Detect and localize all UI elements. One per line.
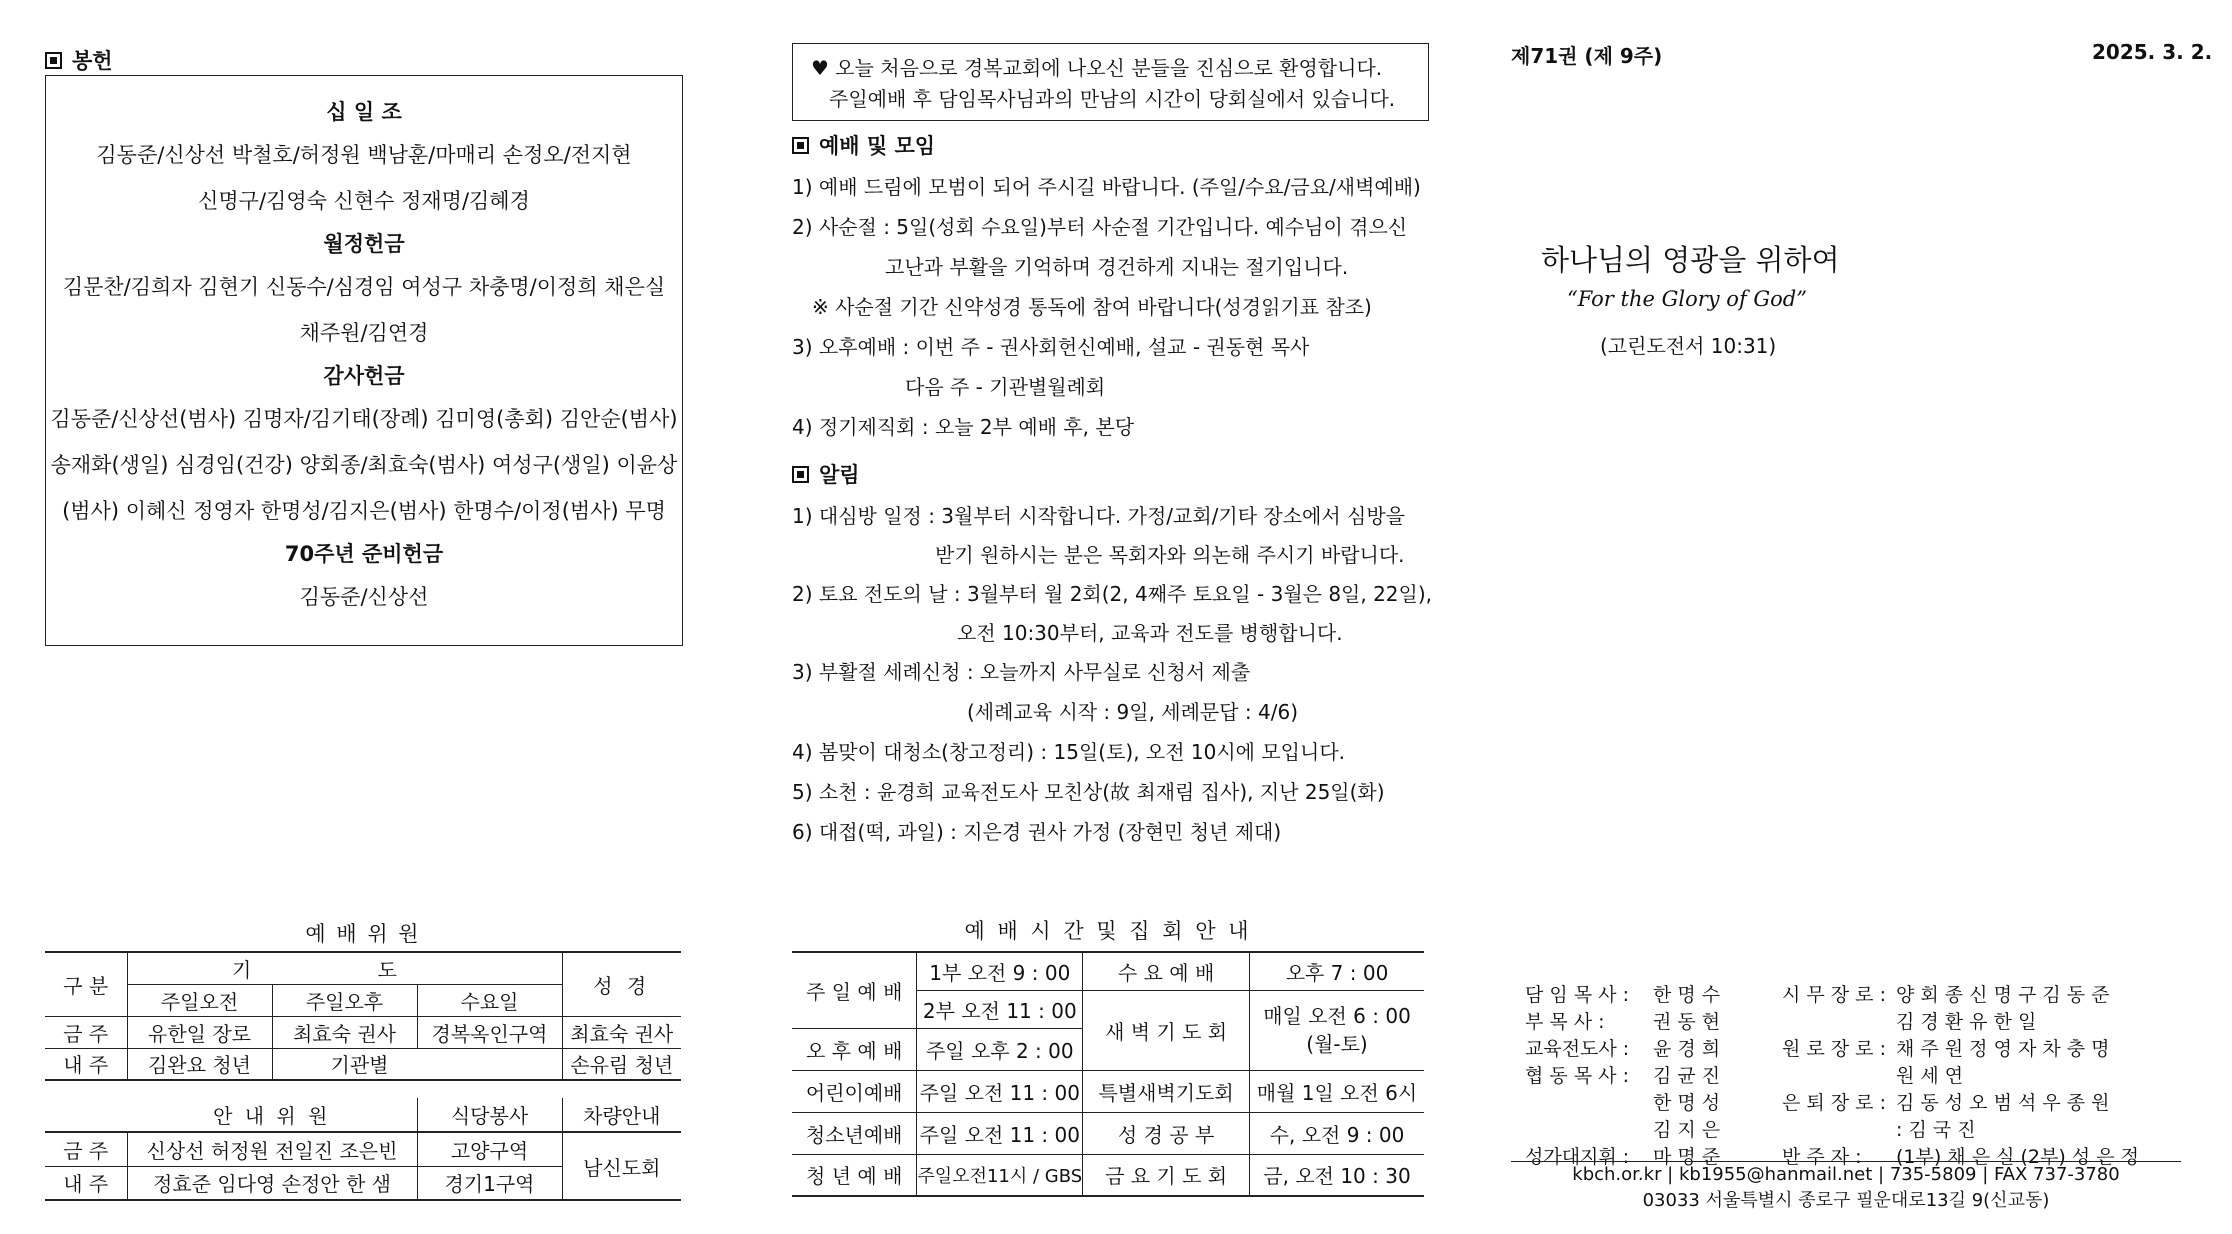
notice-item: (세례교육 시작 : 9일, 세례문답 : 4/6) — [967, 700, 1299, 724]
table-row — [1782, 1088, 2139, 1115]
table-row — [792, 952, 1424, 990]
schedule-name: 주 일 예 배 — [792, 952, 917, 1028]
table-row — [1525, 980, 1720, 1007]
schedule-time: 1부 오전 9 : 00 — [917, 952, 1083, 990]
heart-icon: ♥ — [811, 56, 829, 80]
committee-h-sun-pm: 주일오후 — [272, 984, 417, 1016]
monthly-line: 김문찬/김희자 김현기 신동수/심경임 여성구 차충명/이정희 채은실 — [62, 275, 666, 299]
worship-section-label: 예배 및 모임 — [819, 134, 936, 158]
schedule-time: 주일 오후 2 : 00 — [917, 1028, 1083, 1070]
schedule-time: 매월 1일 오전 6시 — [1250, 1070, 1425, 1112]
committee-sun-am: 유한일 장로 — [127, 1016, 272, 1048]
staff-role — [1525, 1115, 1653, 1142]
guide-table — [45, 1098, 681, 1201]
address-line: 03033 서울특별시 종로구 필운대로13길 9(신교동) — [1642, 1190, 2050, 1211]
schedule-name: 새 벽 기 도 회 — [1083, 990, 1250, 1070]
staff-role: 원 로 장 로 : — [1782, 1038, 1886, 1060]
staff-role: 부 목 사 : — [1525, 1011, 1605, 1033]
square-bullet-icon — [45, 52, 62, 69]
committee-title: 예 배 위 원 — [305, 922, 421, 946]
welcome-line: 오늘 처음으로 경복교회에 나오신 분들을 진심으로 환영합니다. — [835, 56, 1383, 80]
notice-item: 6) 대접(떡, 과일) : 지은경 권사 가정 (장현민 청년 제대) — [792, 820, 1282, 844]
schedule-name: 금 요 기 도 회 — [1083, 1154, 1250, 1196]
schedule-time: 주일 오전 11 : 00 — [917, 1112, 1083, 1154]
committee-week: 내 주 — [45, 1048, 127, 1080]
staff-right-table — [1782, 980, 2139, 1169]
committee-sun-pm: 최효숙 권사 — [272, 1016, 417, 1048]
table-row — [1782, 1061, 2139, 1088]
worship-item: 고난과 부활을 기억하며 경건하게 지내는 절기입니다. — [885, 255, 1349, 279]
staff-role: 담 임 목 사 : — [1525, 984, 1629, 1006]
staff-role — [1525, 1088, 1653, 1115]
committee-table — [45, 951, 681, 1081]
staff-role: 시 무 장 로 : — [1782, 984, 1886, 1006]
table-row — [1782, 980, 2139, 1007]
notice-item: 2) 토요 전도의 날 : 3월부터 월 2회(2, 4째주 토요일 - 3월은 8일, 22일), — [792, 582, 1433, 606]
guide-header: 안 내 위 원 — [127, 1098, 417, 1132]
staff-role — [1782, 1115, 1896, 1142]
schedule-name: 수 요 예 배 — [1083, 952, 1250, 990]
tithe-line: 신명구/김영숙 신현수 정재명/김혜경 — [198, 189, 530, 213]
staff-name: 채 주 원 정 영 자 차 충 명 — [1896, 1038, 2110, 1060]
committee-h-wed: 수요일 — [417, 984, 562, 1016]
worship-section-header — [792, 130, 935, 160]
staff-role: 교육전도사 : — [1525, 1038, 1630, 1060]
schedule-time: 매일 오전 6 : 00 — [1263, 1004, 1411, 1028]
cover-subtitle: “For the Glory of God” — [1567, 287, 1807, 311]
thanks-line: (범사) 이혜신 정영자 한명성/김지은(범사) 한명수/이정(범사) 무명 — [62, 499, 666, 523]
committee-bible: 최효숙 권사 — [562, 1016, 681, 1048]
committee-h-category: 구 분 — [45, 952, 127, 1016]
bulletin-date: 2025. 3. 2. — [2092, 40, 2213, 64]
table-row — [1782, 1034, 2139, 1061]
meal-group: 고양구역 — [417, 1132, 562, 1166]
notices-section-header — [792, 459, 860, 489]
staff-name: 김 동 성 오 범 석 우 종 원 — [1896, 1092, 2110, 1114]
welcome-line: 주일예배 후 담임목사님과의 만남의 시간이 당회실에서 있습니다. — [829, 87, 1396, 111]
table-row — [792, 1070, 1424, 1112]
staff-role: 반 주 자 : — [1782, 1146, 1862, 1168]
notice-item: 5) 소천 : 윤경희 교육전도사 모친상(故 최재림 집사), 지난 25일(화) — [792, 780, 1385, 804]
staff-name: 한 명 성 — [1653, 1092, 1721, 1114]
footer-divider — [1511, 1161, 2181, 1162]
staff-name: 마 명 준 — [1653, 1146, 1721, 1168]
staff-role: 은 퇴 장 로 : — [1782, 1092, 1886, 1114]
worship-item: 3) 오후예배 : 이번 주 - 권사회헌신예배, 설교 - 권동현 목사 — [792, 335, 1310, 359]
schedule-time: 주일오전11시 / GBS — [917, 1154, 1083, 1196]
staff-name: 원 세 연 — [1896, 1065, 1964, 1087]
car-group: 남신도회 — [562, 1132, 681, 1200]
committee-h-sun-am: 주일오전 — [127, 984, 272, 1016]
table-row — [792, 1154, 1424, 1196]
cover-verse: (고린도전서 10:31) — [1600, 334, 1777, 358]
staff-role: 협 동 목 사 : — [1525, 1065, 1629, 1087]
notice-item: 4) 봄맞이 대청소(창고정리) : 15일(토), 오전 10시에 모입니다. — [792, 740, 1345, 764]
schedule-time: 수, 오전 9 : 00 — [1250, 1112, 1425, 1154]
staff-name: 한 명 수 — [1653, 984, 1721, 1006]
monthly-title: 월정헌금 — [323, 232, 405, 256]
schedule-time-cell — [1250, 990, 1425, 1070]
meal-header: 식당봉사 — [417, 1098, 562, 1132]
tithe-title: 십 일 조 — [326, 100, 402, 124]
car-header: 차량안내 — [562, 1098, 681, 1132]
notice-item: 받기 원하시는 분은 목회자와 의논해 주시기 바랍니다. — [935, 543, 1405, 567]
committee-wed: 경복옥인구역 — [417, 1016, 562, 1048]
schedule-name: 오 후 예 배 — [792, 1028, 917, 1070]
tithe-line: 김동준/신상선 박철호/허정원 백남훈/마매리 손정오/전지현 — [96, 143, 632, 167]
worship-item: 1) 예배 드림에 모범이 되어 주시길 바랍니다. (주일/수요/금요/새벽예배) — [792, 175, 1421, 199]
staff-role: 성가대지휘 : — [1525, 1146, 1630, 1168]
prep-title: 70주년 준비헌금 — [284, 542, 444, 566]
staff-role — [1782, 1007, 1896, 1034]
worship-item: 2) 사순절 : 5일(성회 수요일)부터 사순절 기간입니다. 예수님이 겪으신 — [792, 215, 1408, 239]
table-row — [1525, 1061, 1720, 1088]
schedule-time: (월-토) — [1306, 1032, 1368, 1056]
table-row — [1525, 1115, 1720, 1142]
table-row — [1782, 1115, 2139, 1142]
staff-name: : 김 국 진 — [1896, 1119, 1976, 1141]
welcome-box — [792, 43, 1429, 121]
committee-h-prayer: 기 도 — [127, 952, 562, 984]
table-row — [45, 1048, 681, 1080]
staff-role — [1782, 1061, 1896, 1088]
staff-name: 양 회 종 신 명 구 김 동 준 — [1896, 984, 2110, 1006]
staff-left-table — [1525, 980, 1720, 1169]
meal-group: 경기1구역 — [417, 1166, 562, 1200]
cover-title: 하나님의 영광을 위하여 — [1541, 243, 1840, 277]
schedule-name: 청소년예배 — [792, 1112, 917, 1154]
schedule-time: 오후 7 : 00 — [1250, 952, 1425, 990]
guide-names: 신상선 허정원 전일진 조은빈 — [127, 1132, 417, 1166]
table-row — [45, 1016, 681, 1048]
offering-section-header — [45, 45, 113, 75]
schedule-name: 청 년 예 배 — [792, 1154, 917, 1196]
schedule-time: 주일 오전 11 : 00 — [917, 1070, 1083, 1112]
square-bullet-icon — [792, 466, 809, 483]
table-row — [1782, 1007, 2139, 1034]
guide-week: 내 주 — [45, 1166, 127, 1200]
committee-sun-am: 김완요 청년 — [127, 1048, 272, 1080]
notice-item: 3) 부활절 세례신청 : 오늘까지 사무실로 신청서 제출 — [792, 660, 1251, 684]
table-row — [1525, 1088, 1720, 1115]
volume-label: 제71권 (제 9주) — [1511, 44, 1663, 68]
thanks-line: 송재화(생일) 심경임(건강) 양회종/최효숙(범사) 여성구(생일) 이윤상 — [50, 453, 678, 477]
square-bullet-icon — [792, 137, 809, 154]
notices-section-label: 알림 — [819, 463, 860, 487]
staff-name: (1부) 채 은 실 (2부) 성 은 정 — [1896, 1146, 2139, 1168]
staff-name: 윤 경 희 — [1653, 1038, 1721, 1060]
committee-h-scripture: 성 경 — [562, 952, 681, 1016]
schedule-table — [792, 951, 1424, 1197]
table-row — [792, 1112, 1424, 1154]
thanks-title: 감사헌금 — [323, 364, 405, 388]
committee-bible: 손유림 청년 — [562, 1048, 681, 1080]
schedule-title: 예 배 시 간 및 집 회 안 내 — [964, 919, 1252, 943]
worship-item: 4) 정기제직회 : 오늘 2부 예배 후, 본당 — [792, 415, 1135, 439]
table-row — [45, 1132, 681, 1166]
worship-item: 다음 주 - 기관별월례회 — [905, 375, 1106, 399]
contact-line: kbch.or.kr | kb1955@hanmail.net | 735-5809 | FAX 737-3780 — [1572, 1164, 2120, 1185]
staff-name: 김 균 진 — [1653, 1065, 1721, 1087]
staff-name: 권 동 현 — [1653, 1011, 1721, 1033]
prep-line: 김동준/신상선 — [299, 585, 429, 609]
committee-sun-pm: 기관별 — [272, 1048, 562, 1080]
offering-section-label: 봉헌 — [72, 49, 113, 73]
worship-item: ※ 사순절 기간 신약성경 통독에 참여 바랍니다(성경읽기표 참조) — [812, 295, 1372, 319]
committee-week: 금 주 — [45, 1016, 127, 1048]
schedule-name: 성 경 공 부 — [1083, 1112, 1250, 1154]
guide-names: 정효준 임다영 손정안 한 샘 — [127, 1166, 417, 1200]
offering-box — [45, 75, 683, 646]
staff-name: 김 지 은 — [1653, 1119, 1721, 1141]
monthly-line: 채주원/김연경 — [299, 321, 429, 345]
table-row — [1525, 1007, 1720, 1034]
guide-week: 금 주 — [45, 1132, 127, 1166]
schedule-time: 2부 오전 11 : 00 — [917, 990, 1083, 1028]
table-row — [1525, 1034, 1720, 1061]
notice-item: 1) 대심방 일정 : 3월부터 시작합니다. 가정/교회/기타 장소에서 심방을 — [792, 504, 1406, 528]
staff-name: 김 경 환 유 한 일 — [1896, 1011, 2037, 1033]
schedule-name: 어린이예배 — [792, 1070, 917, 1112]
schedule-time: 금, 오전 10 : 30 — [1250, 1154, 1425, 1196]
thanks-line: 김동준/신상선(범사) 김명자/김기태(장례) 김미영(총회) 김안순(범사) — [50, 407, 678, 431]
schedule-name: 특별새벽기도회 — [1083, 1070, 1250, 1112]
notice-item: 오전 10:30부터, 교육과 전도를 병행합니다. — [957, 621, 1343, 645]
